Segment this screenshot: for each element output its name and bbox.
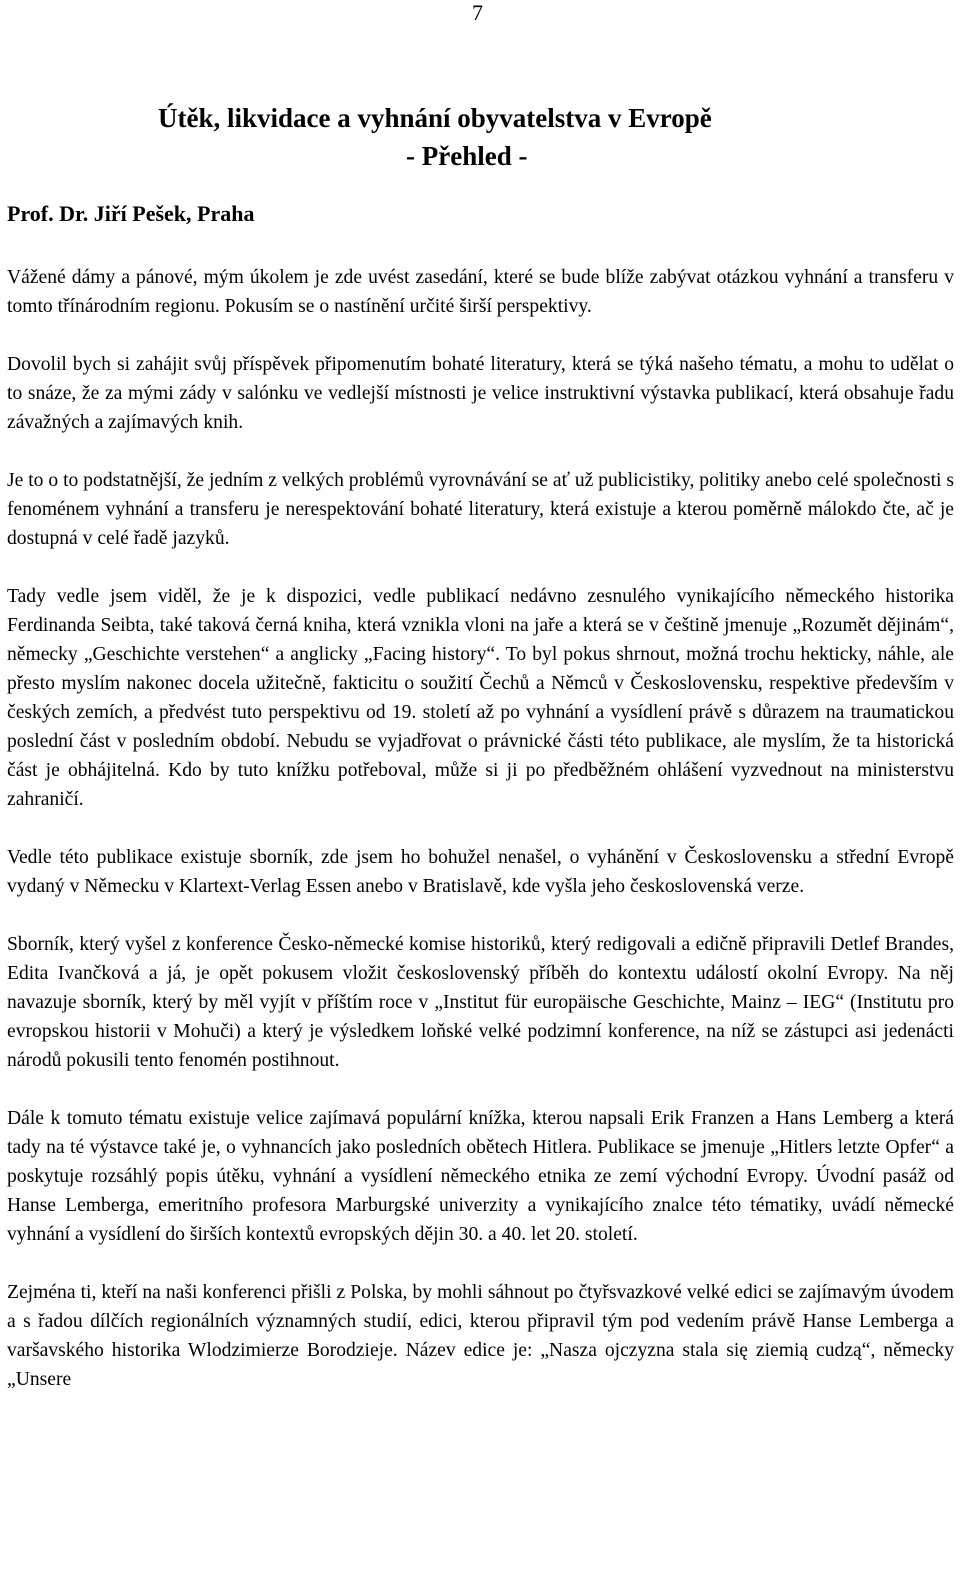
- title-line-2: - Přehled -: [406, 141, 528, 171]
- paragraph: Dovolil bych si zahájit svůj příspěvek připomenutím bohaté literatury, která se týká našeho tématu, a mohu to udělat o to snáze, že za mými zády v salónku ve vedlejší místnosti je velice instruktivní výstavka publikací, která obsahuje řadu závažných a zajímavých knih.: [7, 354, 954, 433]
- paragraph: Sborník, který vyšel z konference Česko-německé komise historiků, který redigovali a edičně připravili Detlef Brandes, Edita Ivančková a já, je opět pokusem vložit československý příběh do kontextu událostí okolní Evropy. Na něj navazuje sborník, který by měl vyjít v příštím roce v „Institut für europäische Geschichte, Mainz – IEG“ (Institutu pro evropskou historii v Mohuči) a který je výsledkem loňské velké podzimní konference, na níž se zástupci asi jedenácti národů pokusili tento fenomén postihnout.: [7, 934, 954, 1071]
- paragraph: Dále k tomuto tématu existuje velice zajímavá populární knížka, kterou napsali Erik Franzen a Hans Lemberg a která tady na té výstavce také je, o vyhnancích jako posledních obětech Hitlera. Publikace se jmenuje „Hitlers letzte Opfer“ a poskytuje rozsáhlý popis útěku, vyhnání a vysídlení německého etnika ze zemí východní Evropy. Úvodní pasáž od Hanse Lemberga, emeritního profesora Marburgské univerzity a vynikajícího znalce této tématiky, uvádí německé vyhnání a vysídlení do širších kontextů evropských dějin 30. a 40. let 20. století.: [7, 1108, 954, 1245]
- document-body: [7, 263, 954, 1394]
- paragraph: Je to o to podstatnější, že jedním z velkých problémů vyrovnávání se ať už publicistiky, politiky anebo celé společnosti s fenoménem vyhnání a transferu je nerespektování bohaté literatury, která existuje a kterou poměrně málokdo čte, ač je dostupná v celé řadě jazyků.: [7, 470, 954, 549]
- paragraph: Tady vedle jsem viděl, že je k dispozici, vedle publikací nedávno zesnulého vynikajícího německého historika Ferdinanda Seibta, také taková černá kniha, která vznikla vloni na jaře a která se v češtině jmenuje „Rozumět dějinám“, německy „Geschichte verstehen“ a anglicky „Facing history“. To byl pokus shrnout, možná trochu hekticky, náhle, ale přesto myslím nakonec docela užitečně, fakticitu o soužití Čechů a Němců v Československu, respektive především v českých zemích, a předvést tuto perspektivu od 19. století až po vyhnání a vysídlení právě s důrazem na traumatickou poslední část v posledním období. Nebudu se vyjadřovat o právnické části této publikace, ale myslím, že ta historická část je obhájitelná. Kdo by tuto knížku potřeboval, může si ji po předběžném ohlášení vyzvednout na ministerstvu zahraničí.: [7, 586, 954, 810]
- paragraph: Vedle této publikace existuje sborník, zde jsem ho bohužel nenašel, o vyhánění v Československu a střední Evropě vydaný v Německu v Klartext-Verlag Essen anebo v Bratislavě, kde vyšla jeho československá verze.: [7, 847, 954, 897]
- author-line: Prof. Dr. Jiří Pešek, Praha: [7, 201, 255, 226]
- page-number: 7: [472, 0, 483, 25]
- paragraph: Vážené dámy a pánové, mým úkolem je zde uvést zasedání, které se bude blíže zabývat otázkou vyhnání a transferu v tomto třínárodním regionu. Pokusím se o nastínění určité širší perspektivy.: [7, 267, 954, 317]
- paragraph: Zejména ti, kteří na naši konferenci přišli z Polska, by mohli sáhnout po čtyřsvazkové velké edici se zajímavým úvodem a s řadou dílčích regionálních významných studií, edici, kterou připravil tým pod vedením právě Hanse Lemberga a varšavského historika Wlodzimierze Borodzieje. Název edice je: „Nasza ojczyzna stala się ziemią cudzą“, německy „Unsere: [7, 1282, 954, 1390]
- title-line-1: Útěk, likvidace a vyhnání obyvatelstva v Evropě: [158, 103, 712, 133]
